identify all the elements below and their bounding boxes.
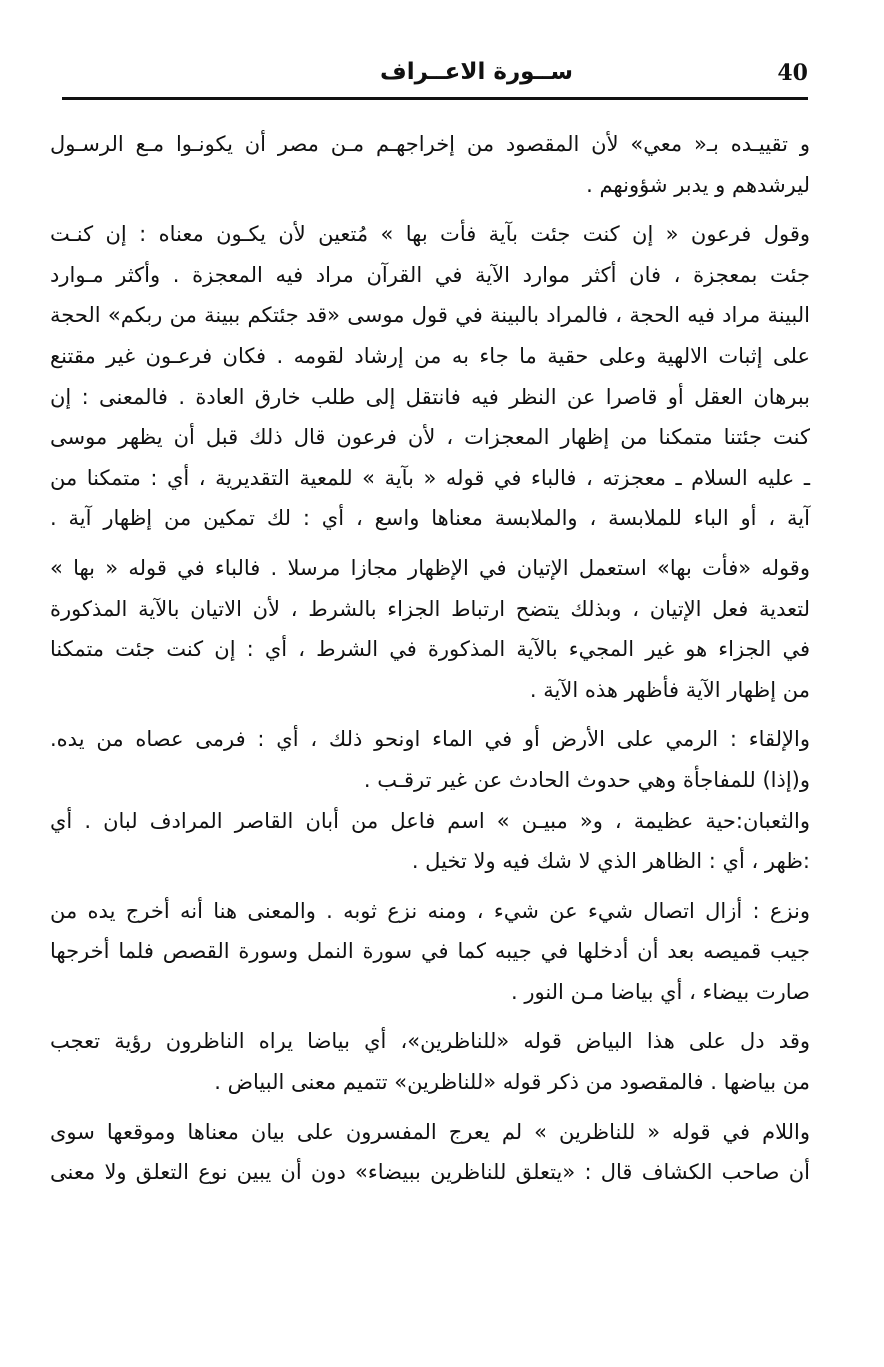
paragraph — [50, 214, 810, 539]
text-line: واللام في قوله « للناظرين » لم يعرج المفسرون على بيان معناها وموقعها سوى — [50, 1119, 810, 1144]
paragraph — [50, 801, 810, 882]
text-line: البينة مراد فيه الحجة ، فالمراد بالبينة في قول موسى «قد جئتكم ببينة من ربكم» الحجة — [50, 303, 810, 328]
text-line: على إثبات الالهية وعلى حقية ما جاء به من إرشاد لقومه . فكان فرعـون غير مقتنع — [50, 343, 810, 368]
text-line: صارت بيضاء ، أي بياضا مـن النور . — [510, 979, 810, 1004]
body-text — [50, 124, 810, 1193]
text-line: في الجزاء هو غير المجيء بالآية المذكورة في الشرط ، أي : إن كنت جئت متمكنا — [50, 637, 810, 662]
text-line: من إظهار الآية فأظهر هذه الآية . — [529, 677, 810, 702]
page-header — [62, 55, 808, 100]
paragraph — [50, 548, 810, 710]
page-number: 40 — [777, 60, 808, 86]
text-line: جيب قميصه بعد أن أدخلها في جيبه كما في سورة النمل وسورة القصص فلما أخرجها — [50, 939, 810, 964]
paragraph — [50, 124, 810, 205]
text-line: ـ عليه السلام ـ معجزته ، فالباء في قوله « بآية » للمعية التقديرية ، أي : متمكنا من — [50, 465, 810, 490]
text-line: وقول فرعون « إن كنت جئت بآية فأت بها » مُتعين لأن يكـون معناه : إن كنـت — [50, 222, 810, 247]
text-line: وقوله «فأت بها» استعمل الإتيان في الإظهار مجازا مرسلا . فالباء في قوله « بها » — [50, 555, 810, 580]
text-line: و(إذا) للمفاجأة وهي حدوث الحادث عن غير ترقـب . — [363, 767, 810, 792]
text-line: آية ، أو الباء للملابسة ، والملابسة معناها واسع ، أي : لك تمكين من إظهار آية . — [50, 506, 810, 531]
text-line: ونزع : أزال اتصال شيء عن شيء ، ومنه نزع ثوبه . والمعنى هنا أنه أخرج يده من — [50, 898, 810, 923]
paragraph — [50, 1021, 810, 1102]
running-title: ســورة الاعــراف — [380, 59, 573, 85]
text-line: والثعبان:حية عظيمة ، و« مبيـن » اسم فاعل من أبان القاصر المرادف لبان . أي — [50, 808, 810, 833]
text-line: من بياضها . فالمقصود من ذكر قوله «للناظرين» تتميم معنى البياض . — [214, 1070, 810, 1095]
paragraph — [50, 891, 810, 1013]
paragraph — [50, 719, 810, 800]
text-line: كنت جئتنا متمكنا من إظهار المعجزات ، لأن فرعون قال ذلك قبل أن يظهر موسى — [50, 425, 810, 450]
text-line: جئت بمعجزة ، فان أكثر موارد الآية في القرآن مراد فيه المعجزة . وأكثر مـوارد — [50, 262, 810, 287]
text-line: و تقييـده بـ« معي» لأن المقصود من إخراجهـم مـن مصر أن يكونـوا مـع الرسـول — [50, 132, 810, 156]
text-line: ببرهان العقل أو قاصرا عن النظر فيه فانتقل إلى طلب خارق العادة . فالمعنى : إن — [50, 384, 810, 409]
text-line: وقد دل على هذا البياض قوله «للناظرين»، أي بياضا يراه الناظرون رؤية تعجب — [50, 1029, 810, 1054]
text-line: والإلقاء : الرمي على الأرض أو في الماء اونحو ذلك ، أي : فرمى عصاه من يده. — [50, 727, 810, 752]
text-line: :ظهر ، أي : الظاهر الذي لا شك فيه ولا تخيل . — [411, 849, 810, 874]
text-line: ليرشدهم و يدبر شؤونهم . — [586, 172, 810, 197]
paragraph — [50, 1112, 810, 1193]
text-line: لتعدية فعل الإتيان ، وبذلك يتضح ارتباط الجزاء بالشرط ، لأن الاتيان بالآية المذكورة — [50, 596, 810, 621]
text-line: أن صاحب الكشاف قال : «يتعلق للناظرين ببيضاء» دون أن يبين نوع التعلق ولا معنى — [50, 1160, 810, 1185]
